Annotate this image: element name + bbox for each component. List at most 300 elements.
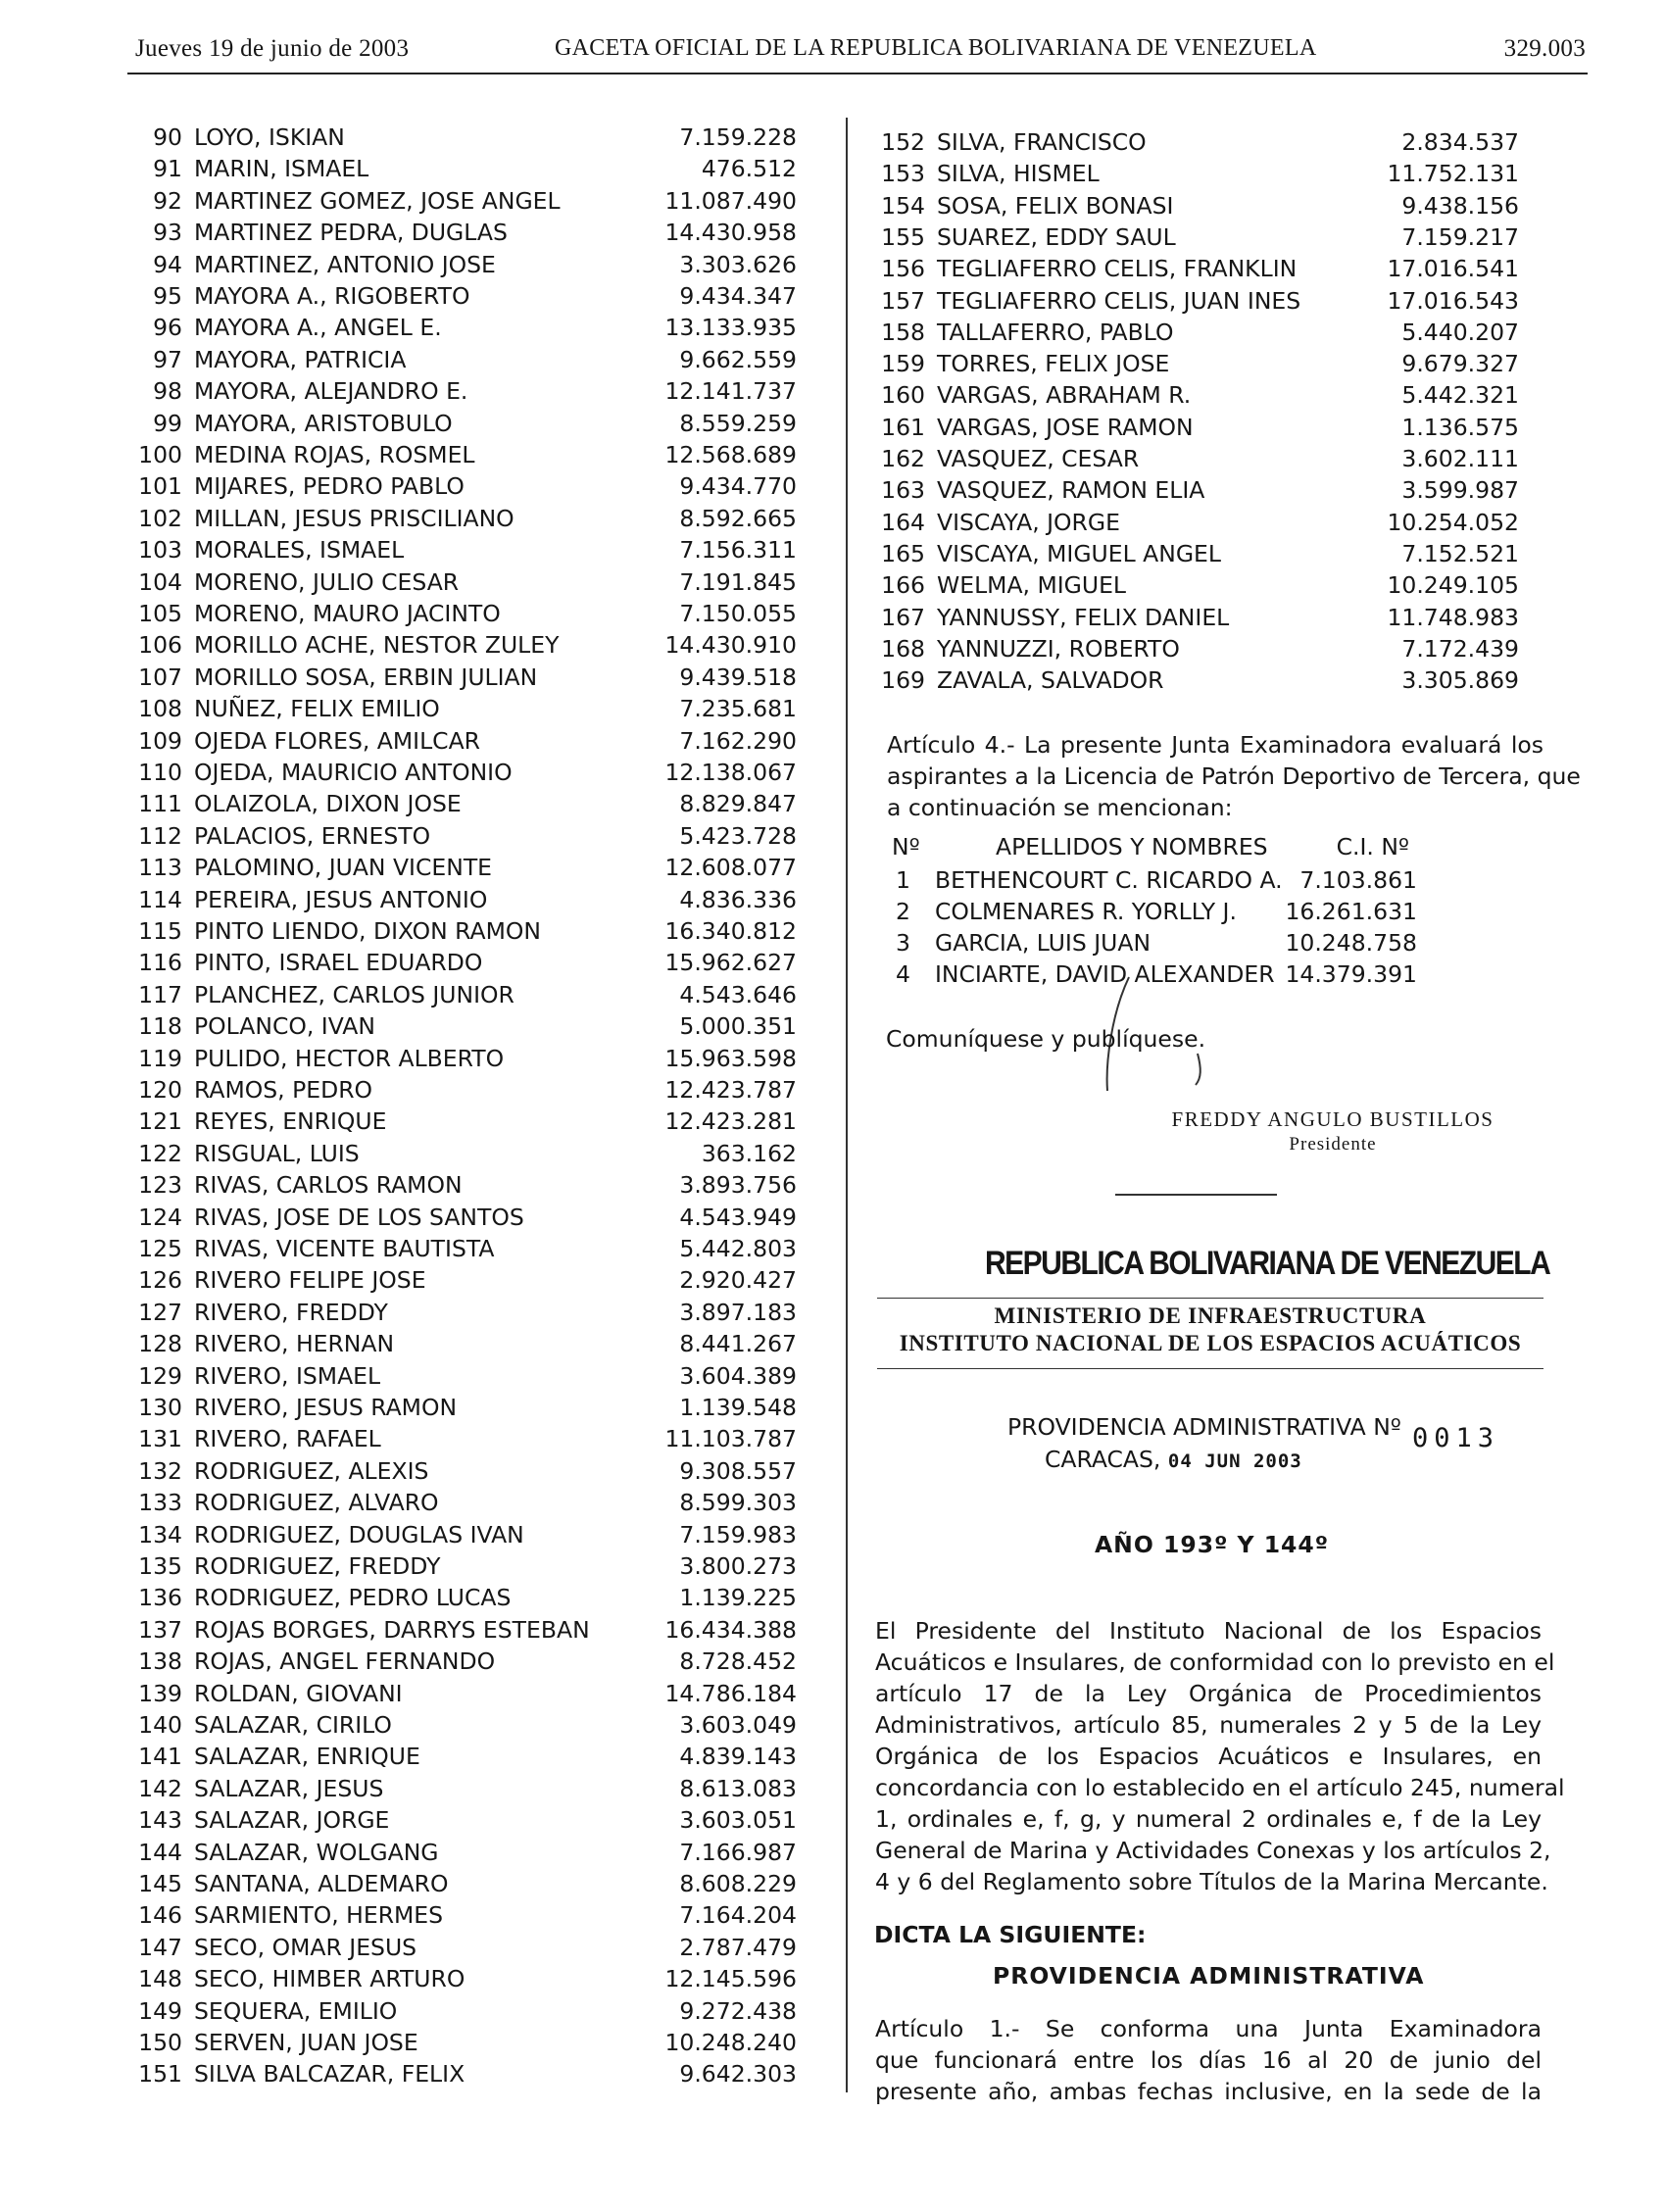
entry-name: RODRIGUEZ, DOUGLAS IVAN: [194, 1520, 524, 1548]
entry-ci: 8.829.847: [679, 790, 797, 818]
entry-number: 120: [138, 1076, 182, 1104]
entry-name: RODRIGUEZ, ALEXIS: [194, 1456, 429, 1485]
entry-ci: 363.162: [701, 1139, 797, 1167]
entry-number: 160: [881, 381, 925, 410]
entry-ci: 11.103.787: [664, 1425, 797, 1453]
entry-number: 107: [138, 663, 182, 691]
entry-ci: 14.430.958: [664, 219, 797, 247]
entry-name: MORENO, JULIO CESAR: [194, 567, 460, 596]
entry-name: TEGLIAFERRO CELIS, JUAN INES: [937, 286, 1301, 315]
signature-block: [1117, 1107, 1548, 1155]
text-line: Acuáticos e Insulares, de conformidad con lo previsto en el: [875, 1648, 1555, 1676]
entry-number: 163: [881, 476, 925, 505]
entry-ci: 16.340.812: [664, 917, 797, 945]
republica-heading: REPUBLICA BOLIVARIANA DE VENEZUELA: [985, 1245, 1550, 1282]
date-stamp: 04 JUN 2003: [1167, 1450, 1302, 1472]
entry-ci: 5.442.321: [1401, 381, 1519, 410]
entry-name: YANNUSSY, FELIX DANIEL: [937, 603, 1230, 631]
entry-name: MAYORA, PATRICIA: [194, 345, 407, 373]
entry-number: 126: [138, 1266, 182, 1295]
entry-number: 98: [153, 377, 182, 406]
entry-ci: 15.963.598: [664, 1044, 797, 1072]
year-line: AÑO 193º Y 144º: [1095, 1531, 1330, 1558]
entry-name: SARMIENTO, HERMES: [194, 1901, 444, 1930]
preamble-paragraph: [875, 1615, 1565, 1897]
entry-number: 146: [138, 1901, 182, 1930]
entry-name: VASQUEZ, CESAR: [937, 445, 1140, 472]
entry-ci: 3.303.626: [679, 250, 797, 278]
entry-number: 122: [138, 1139, 182, 1167]
entry-name: VISCAYA, JORGE: [937, 508, 1120, 536]
entry-name: SILVA, HISMEL: [937, 160, 1100, 188]
entry-ci: 8.608.229: [679, 1870, 797, 1897]
row-ci: 16.261.631: [1285, 898, 1417, 925]
text-line: General de Marina y Actividades Conexas y los artículos 2,: [875, 1837, 1551, 1864]
table-row: [890, 866, 1497, 898]
entry-ci: 8.592.665: [679, 504, 797, 532]
entry-number: 142: [138, 1774, 182, 1802]
row-ci: 7.103.861: [1299, 866, 1417, 894]
entry-number: 99: [153, 409, 182, 437]
header-number: Nº: [892, 833, 920, 860]
entry-number: 153: [881, 160, 925, 188]
entry-number: 129: [138, 1361, 182, 1390]
entry-ci: 1.139.548: [679, 1394, 797, 1421]
text-line: Artículo 1.- Se conforma una Junta Examinadora: [875, 2015, 1542, 2042]
entry-number: 136: [138, 1584, 182, 1612]
entry-name: MAYORA A., ANGEL E.: [194, 314, 442, 342]
entry-name: TEGLIAFERRO CELIS, FRANKLIN: [937, 255, 1298, 283]
ministry-heading: [877, 1303, 1544, 1356]
entry-name: VARGAS, JOSE RAMON: [937, 413, 1194, 441]
header-name: APELLIDOS Y NOMBRES: [996, 833, 1268, 860]
entry-number: 109: [138, 726, 182, 755]
entry-ci: 9.439.518: [679, 663, 797, 691]
rule-bottom: [877, 1368, 1544, 1369]
entry-number: 132: [138, 1456, 182, 1485]
entry-ci: 2.920.427: [679, 1266, 797, 1295]
entry-ci: 3.603.051: [679, 1806, 797, 1835]
entry-number: 155: [881, 222, 925, 251]
entry-ci: 3.897.183: [679, 1298, 797, 1326]
entry-name: TORRES, FELIX JOSE: [937, 350, 1170, 378]
entry-ci: 9.679.327: [1401, 350, 1519, 378]
entry-number: 102: [138, 504, 182, 532]
entry-number: 130: [138, 1394, 182, 1421]
entry-ci: 10.254.052: [1387, 508, 1519, 536]
entry-number: 154: [881, 191, 925, 220]
entry-number: 139: [138, 1679, 182, 1707]
entry-name: VARGAS, ABRAHAM R.: [937, 381, 1192, 410]
entry-ci: 10.249.105: [1387, 571, 1519, 600]
text-line: presente año, ambas fechas inclusive, en la sede de la: [875, 2078, 1542, 2105]
entry-number: 112: [138, 821, 182, 850]
entry-name: RIVAS, JOSE DE LOS SANTOS: [194, 1203, 524, 1231]
entry-name: LOYO, ISKIAN: [194, 123, 345, 151]
entry-ci: 3.602.111: [1401, 445, 1519, 472]
entry-number: 137: [138, 1615, 182, 1644]
place-date-line: [1045, 1446, 1302, 1473]
entry-number: 161: [881, 413, 925, 441]
entry-ci: 4.543.949: [679, 1203, 797, 1231]
entry-number: 94: [153, 250, 182, 278]
entry-name: RIVERO, FREDDY: [194, 1298, 388, 1326]
entry-number: 97: [153, 345, 182, 373]
entry-name: PULIDO, HECTOR ALBERTO: [194, 1044, 505, 1072]
entry-ci: 5.440.207: [1401, 318, 1519, 346]
entry-name: PALACIOS, ERNESTO: [194, 821, 431, 850]
entry-number: 100: [138, 441, 182, 468]
entry-number: 91: [153, 155, 182, 183]
entry-ci: 8.728.452: [679, 1647, 797, 1676]
entry-number: 157: [881, 286, 925, 315]
header-rule: [127, 73, 1588, 74]
entry-ci: 10.248.240: [664, 2029, 797, 2056]
entry-name: ROJAS BORGES, DARRYS ESTEBAN: [194, 1615, 590, 1644]
entry-ci: 9.434.347: [679, 282, 797, 310]
entry-name: RISGUAL, LUIS: [194, 1139, 360, 1167]
entry-number: 167: [881, 603, 925, 631]
entry-ci: 12.423.281: [664, 1107, 797, 1136]
row-ci: 10.248.758: [1285, 929, 1417, 957]
entry-name: SOSA, FELIX BONASI: [937, 191, 1174, 220]
entry-name: YANNUZZI, ROBERTO: [937, 634, 1180, 663]
entry-name: SEQUERA, EMILIO: [194, 1996, 398, 2025]
entry-number: 106: [138, 631, 182, 660]
entry-ci: 4.836.336: [679, 885, 797, 913]
entry-name: SECO, OMAR JESUS: [194, 1933, 417, 1961]
table-row: [890, 898, 1497, 929]
entry-name: PINTO, ISRAEL EDUARDO: [194, 949, 483, 977]
entry-number: 169: [881, 666, 925, 695]
dicta-heading: DICTA LA SIGUIENTE:: [874, 1921, 1147, 1948]
entry-ci: 476.512: [701, 155, 797, 183]
entry-name: ROJAS, ANGEL FERNANDO: [194, 1647, 496, 1676]
entry-ci: 3.893.756: [679, 1171, 797, 1200]
text-line: Orgánica de los Espacios Acuáticos e Insulares, en: [875, 1743, 1542, 1770]
text-line: a continuación se mencionan:: [887, 794, 1233, 821]
entry-name: MAYORA, ARISTOBULO: [194, 409, 453, 437]
entry-number: 148: [138, 1965, 182, 1993]
entry-ci: 15.962.627: [664, 949, 797, 977]
entry-number: 128: [138, 1330, 182, 1358]
entry-number: 108: [138, 695, 182, 723]
entry-number: 104: [138, 567, 182, 596]
entry-ci: 8.613.083: [679, 1774, 797, 1802]
entry-name: PEREIRA, JESUS ANTONIO: [194, 885, 488, 913]
entry-ci: 14.430.910: [664, 631, 797, 660]
entry-ci: 9.308.557: [679, 1456, 797, 1485]
entry-ci: 12.423.787: [664, 1076, 797, 1104]
row-name: BETHENCOURT C. RICARDO A.: [935, 866, 1283, 894]
header-title: GACETA OFICIAL DE LA REPUBLICA BOLIVARIANA DE VENEZUELA: [555, 35, 1317, 61]
entry-name: RODRIGUEZ, FREDDY: [194, 1552, 441, 1580]
entry-number: 110: [138, 759, 182, 786]
entry-ci: 7.152.521: [1401, 539, 1519, 567]
entry-name: SILVA BALCAZAR, FELIX: [194, 2060, 466, 2089]
text-line: artículo 17 de la Ley Orgánica de Procedimientos: [875, 1680, 1542, 1707]
entry-ci: 4.543.646: [679, 980, 797, 1008]
entry-ci: 1.139.225: [679, 1584, 797, 1612]
entry-ci: 1.136.575: [1401, 413, 1519, 441]
text-line: Artículo 4.- La presente Junta Examinadora evaluará los: [887, 731, 1544, 759]
table-row: [890, 929, 1497, 960]
entry-ci: 9.642.303: [679, 2060, 797, 2089]
entry-name: RIVAS, VICENTE BAUTISTA: [194, 1235, 495, 1262]
entry-ci: 3.604.389: [679, 1361, 797, 1390]
place-label: CARACAS,: [1045, 1446, 1161, 1473]
entry-number: 125: [138, 1235, 182, 1262]
entry-ci: 12.138.067: [664, 759, 797, 786]
entry-ci: 3.800.273: [679, 1552, 797, 1580]
entry-ci: 7.164.204: [679, 1901, 797, 1930]
entry-number: 141: [138, 1743, 182, 1771]
page-header: [135, 29, 1586, 74]
entry-ci: 3.305.869: [1401, 666, 1519, 695]
entry-ci: 11.087.490: [664, 186, 797, 215]
entry-name: SALAZAR, ENRIQUE: [194, 1743, 420, 1771]
text-line: El Presidente del Instituto Nacional de los Espacios: [875, 1617, 1542, 1645]
header-page-number: 329.003: [1503, 35, 1586, 62]
entry-name: RIVERO, HERNAN: [194, 1330, 395, 1358]
row-name: COLMENARES R. YORLLY J.: [935, 898, 1237, 925]
entry-name: MORENO, MAURO JACINTO: [194, 600, 501, 627]
entry-ci: 14.786.184: [664, 1679, 797, 1707]
entry-name: OJEDA, MAURICIO ANTONIO: [194, 759, 513, 786]
entry-number: 90: [153, 123, 182, 151]
instituto-title: INSTITUTO NACIONAL DE LOS ESPACIOS ACUÁTICOS: [899, 1331, 1522, 1355]
providencia-number: 0013: [1412, 1423, 1500, 1453]
entry-number: 103: [138, 536, 182, 565]
entry-number: 127: [138, 1298, 182, 1326]
entry-ci: 12.568.689: [664, 441, 797, 468]
entry-ci: 4.839.143: [679, 1743, 797, 1771]
entry-name: MORILLO ACHE, NESTOR ZULEY: [194, 631, 560, 660]
entry-number: 119: [138, 1044, 182, 1072]
providencia-label: PROVIDENCIA ADMINISTRATIVA Nº: [1007, 1413, 1401, 1441]
entry-name: MARTINEZ GOMEZ, JOSE ANGEL: [194, 186, 561, 215]
entry-number: 140: [138, 1711, 182, 1739]
entry-ci: 3.599.987: [1401, 476, 1519, 505]
entry-number: 123: [138, 1171, 182, 1200]
entry-number: 115: [138, 917, 182, 945]
entry-ci: 7.162.290: [679, 726, 797, 755]
row-name: INCIARTE, DAVID ALEXANDER: [935, 960, 1275, 988]
entry-number: 143: [138, 1806, 182, 1835]
entry-ci: 16.434.388: [664, 1615, 797, 1644]
entry-ci: 3.603.049: [679, 1711, 797, 1739]
entry-name: SECO, HIMBER ARTURO: [194, 1965, 466, 1993]
entry-number: 96: [153, 314, 182, 342]
text-line: aspirantes a la Licencia de Patrón Deportivo de Tercera, que: [887, 762, 1581, 790]
text-line: concordancia con lo establecido en el artículo 245, numeral: [875, 1774, 1565, 1801]
text-line: que funcionará entre los días 16 al 20 de junio del: [875, 2046, 1542, 2074]
entry-number: 145: [138, 1870, 182, 1897]
entry-name: RODRIGUEZ, PEDRO LUCAS: [194, 1584, 512, 1612]
entry-number: 116: [138, 949, 182, 977]
entry-number: 124: [138, 1203, 182, 1231]
entry-ci: 12.141.737: [664, 377, 797, 406]
entry-name: SALAZAR, JORGE: [194, 1806, 390, 1835]
entry-number: 156: [881, 255, 925, 283]
entry-name: ZAVALA, SALVADOR: [937, 666, 1164, 695]
entry-number: 111: [138, 790, 182, 818]
entry-number: 105: [138, 600, 182, 627]
entry-number: 144: [138, 1838, 182, 1866]
entry-ci: 11.752.131: [1387, 160, 1519, 188]
header-ci: C.I. Nº: [1336, 833, 1409, 860]
entry-number: 133: [138, 1489, 182, 1517]
row-number: 1: [896, 866, 910, 894]
comuniquese-text: [886, 1023, 1278, 1055]
entry-number: 121: [138, 1107, 182, 1136]
entry-name: RODRIGUEZ, ALVARO: [194, 1489, 439, 1517]
entry-ci: 9.662.559: [679, 345, 797, 373]
articulo-4-paragraph: [887, 729, 1581, 823]
entry-ci: 2.834.537: [1401, 128, 1519, 156]
articulo-1-paragraph: [875, 2013, 1542, 2107]
entry-number: 131: [138, 1425, 182, 1453]
entry-ci: 9.434.770: [679, 472, 797, 501]
providencia-title: PROVIDENCIA ADMINISTRATIVA: [993, 1962, 1425, 1990]
entry-name: MARIN, ISMAEL: [194, 155, 369, 183]
entry-ci: 8.559.259: [679, 409, 797, 437]
entry-ci: 8.599.303: [679, 1489, 797, 1517]
signer-name: FREDDY ANGULO BUSTILLOS: [1171, 1107, 1494, 1131]
text-line: Administrativos, artículo 85, numerales 2 y 5 de la Ley: [875, 1711, 1542, 1739]
entry-name: MILLAN, JESUS PRISCILIANO: [194, 504, 514, 532]
column-divider: [846, 118, 848, 2092]
entry-ci: 12.608.077: [664, 854, 797, 882]
entry-ci: 9.272.438: [679, 1996, 797, 2025]
section-divider: [1115, 1194, 1277, 1196]
entry-number: 134: [138, 1520, 182, 1548]
entry-ci: 7.235.681: [679, 695, 797, 723]
entry-ci: 12.145.596: [664, 1965, 797, 1993]
entry-number: 117: [138, 980, 182, 1008]
entry-name: PLANCHEZ, CARLOS JUNIOR: [194, 980, 514, 1008]
entry-number: 135: [138, 1552, 182, 1580]
entry-name: SANTANA, ALDEMARO: [194, 1870, 449, 1897]
entry-name: PINTO LIENDO, DIXON RAMON: [194, 917, 541, 945]
header-date: Jueves 19 de junio de 2003: [135, 35, 410, 62]
entry-name: POLANCO, IVAN: [194, 1012, 375, 1041]
entry-ci: 17.016.541: [1387, 255, 1519, 283]
entry-number: 114: [138, 885, 182, 913]
entry-number: 138: [138, 1647, 182, 1676]
entry-number: 150: [138, 2029, 182, 2056]
entry-ci: 17.016.543: [1387, 286, 1519, 315]
entry-ci: 8.441.267: [679, 1330, 797, 1358]
entry-number: 166: [881, 571, 925, 600]
entry-name: SALAZAR, JESUS: [194, 1774, 384, 1802]
entry-name: SUAREZ, EDDY SAUL: [937, 222, 1176, 251]
entry-number: 159: [881, 350, 925, 378]
entry-number: 95: [153, 282, 182, 310]
entry-number: 164: [881, 508, 925, 536]
entry-name: RIVAS, CARLOS RAMON: [194, 1171, 463, 1200]
entry-ci: 7.191.845: [679, 567, 797, 596]
entry-number: 165: [881, 539, 925, 567]
entry-name: SALAZAR, CIRILO: [194, 1711, 392, 1739]
ministerio-title: MINISTERIO DE INFRAESTRUCTURA: [994, 1303, 1427, 1328]
entry-ci: 7.172.439: [1401, 634, 1519, 663]
entry-number: 118: [138, 1012, 182, 1041]
text-line: 4 y 6 del Reglamento sobre Títulos de la Marina Mercante.: [875, 1868, 1548, 1895]
entry-name: SERVEN, JUAN JOSE: [194, 2029, 418, 2056]
entry-name: MARTINEZ PEDRA, DUGLAS: [194, 219, 508, 247]
entry-ci: 7.166.987: [679, 1838, 797, 1866]
row-number: 3: [896, 929, 910, 957]
entry-ci: 7.150.055: [679, 600, 797, 627]
entry-ci: 7.159.983: [679, 1520, 797, 1548]
entry-name: REYES, ENRIQUE: [194, 1107, 387, 1136]
entry-number: 151: [138, 2060, 182, 2089]
entry-number: 93: [153, 219, 182, 247]
entry-ci: 2.787.479: [679, 1933, 797, 1961]
row-name: GARCIA, LUIS JUAN: [935, 929, 1152, 957]
entry-ci: 5.423.728: [679, 821, 797, 850]
entry-ci: 11.748.983: [1387, 603, 1519, 631]
text-line: 1, ordinales e, f, g, y numeral 2 ordinales e, f de la Ley: [875, 1805, 1542, 1833]
entry-ci: 7.156.311: [679, 536, 797, 565]
entry-name: MIJARES, PEDRO PABLO: [194, 472, 465, 501]
entry-number: 162: [881, 445, 925, 472]
entry-number: 152: [881, 128, 925, 156]
entry-number: 158: [881, 318, 925, 346]
entry-name: RIVERO, ISMAEL: [194, 1361, 381, 1390]
entry-name: NUÑEZ, FELIX EMILIO: [194, 695, 440, 723]
entry-ci: 7.159.217: [1401, 222, 1519, 251]
entry-ci: 13.133.935: [664, 314, 797, 342]
signer-role: Presidente: [1289, 1134, 1377, 1155]
entry-number: 147: [138, 1933, 182, 1961]
entry-name: RIVERO, JESUS RAMON: [194, 1394, 458, 1421]
table-header-row: [890, 833, 1497, 864]
entry-number: 92: [153, 186, 182, 215]
entry-name: SALAZAR, WOLGANG: [194, 1838, 439, 1866]
entry-name: MARTINEZ, ANTONIO JOSE: [194, 250, 496, 278]
entry-name: RIVERO, RAFAEL: [194, 1425, 381, 1453]
entry-ci: 9.438.156: [1401, 191, 1519, 220]
entry-name: ROLDAN, GIOVANI: [194, 1679, 403, 1707]
entry-name: WELMA, MIGUEL: [937, 571, 1127, 600]
entry-name: SILVA, FRANCISCO: [937, 128, 1147, 156]
entry-name: VASQUEZ, RAMON ELIA: [937, 476, 1205, 505]
entry-number: 113: [138, 854, 182, 882]
row-number: 2: [896, 898, 910, 925]
entry-ci: 7.159.228: [679, 123, 797, 151]
entry-name: MORALES, ISMAEL: [194, 536, 405, 565]
entry-name: OLAIZOLA, DIXON JOSE: [194, 790, 462, 818]
entry-name: MAYORA, ALEJANDRO E.: [194, 377, 468, 406]
entry-ci: 5.000.351: [679, 1012, 797, 1041]
row-number: 4: [896, 960, 910, 988]
entry-number: 149: [138, 1996, 182, 2025]
entry-name: MAYORA A., RIGOBERTO: [194, 282, 470, 310]
providencia-line: [1007, 1413, 1500, 1453]
entry-ci: 5.442.803: [679, 1235, 797, 1262]
entry-name: OJEDA FLORES, AMILCAR: [194, 726, 480, 755]
rule-top: [877, 1298, 1544, 1299]
entry-name: RIVERO FELIPE JOSE: [194, 1266, 426, 1295]
entry-number: 101: [138, 472, 182, 501]
entry-name: VISCAYA, MIGUEL ANGEL: [937, 539, 1221, 567]
entry-name: TALLAFERRO, PABLO: [937, 318, 1174, 346]
entry-number: 168: [881, 634, 925, 663]
comuniquese-label: Comuníquese y publíquese.: [886, 1025, 1206, 1053]
row-ci: 14.379.391: [1285, 960, 1417, 988]
